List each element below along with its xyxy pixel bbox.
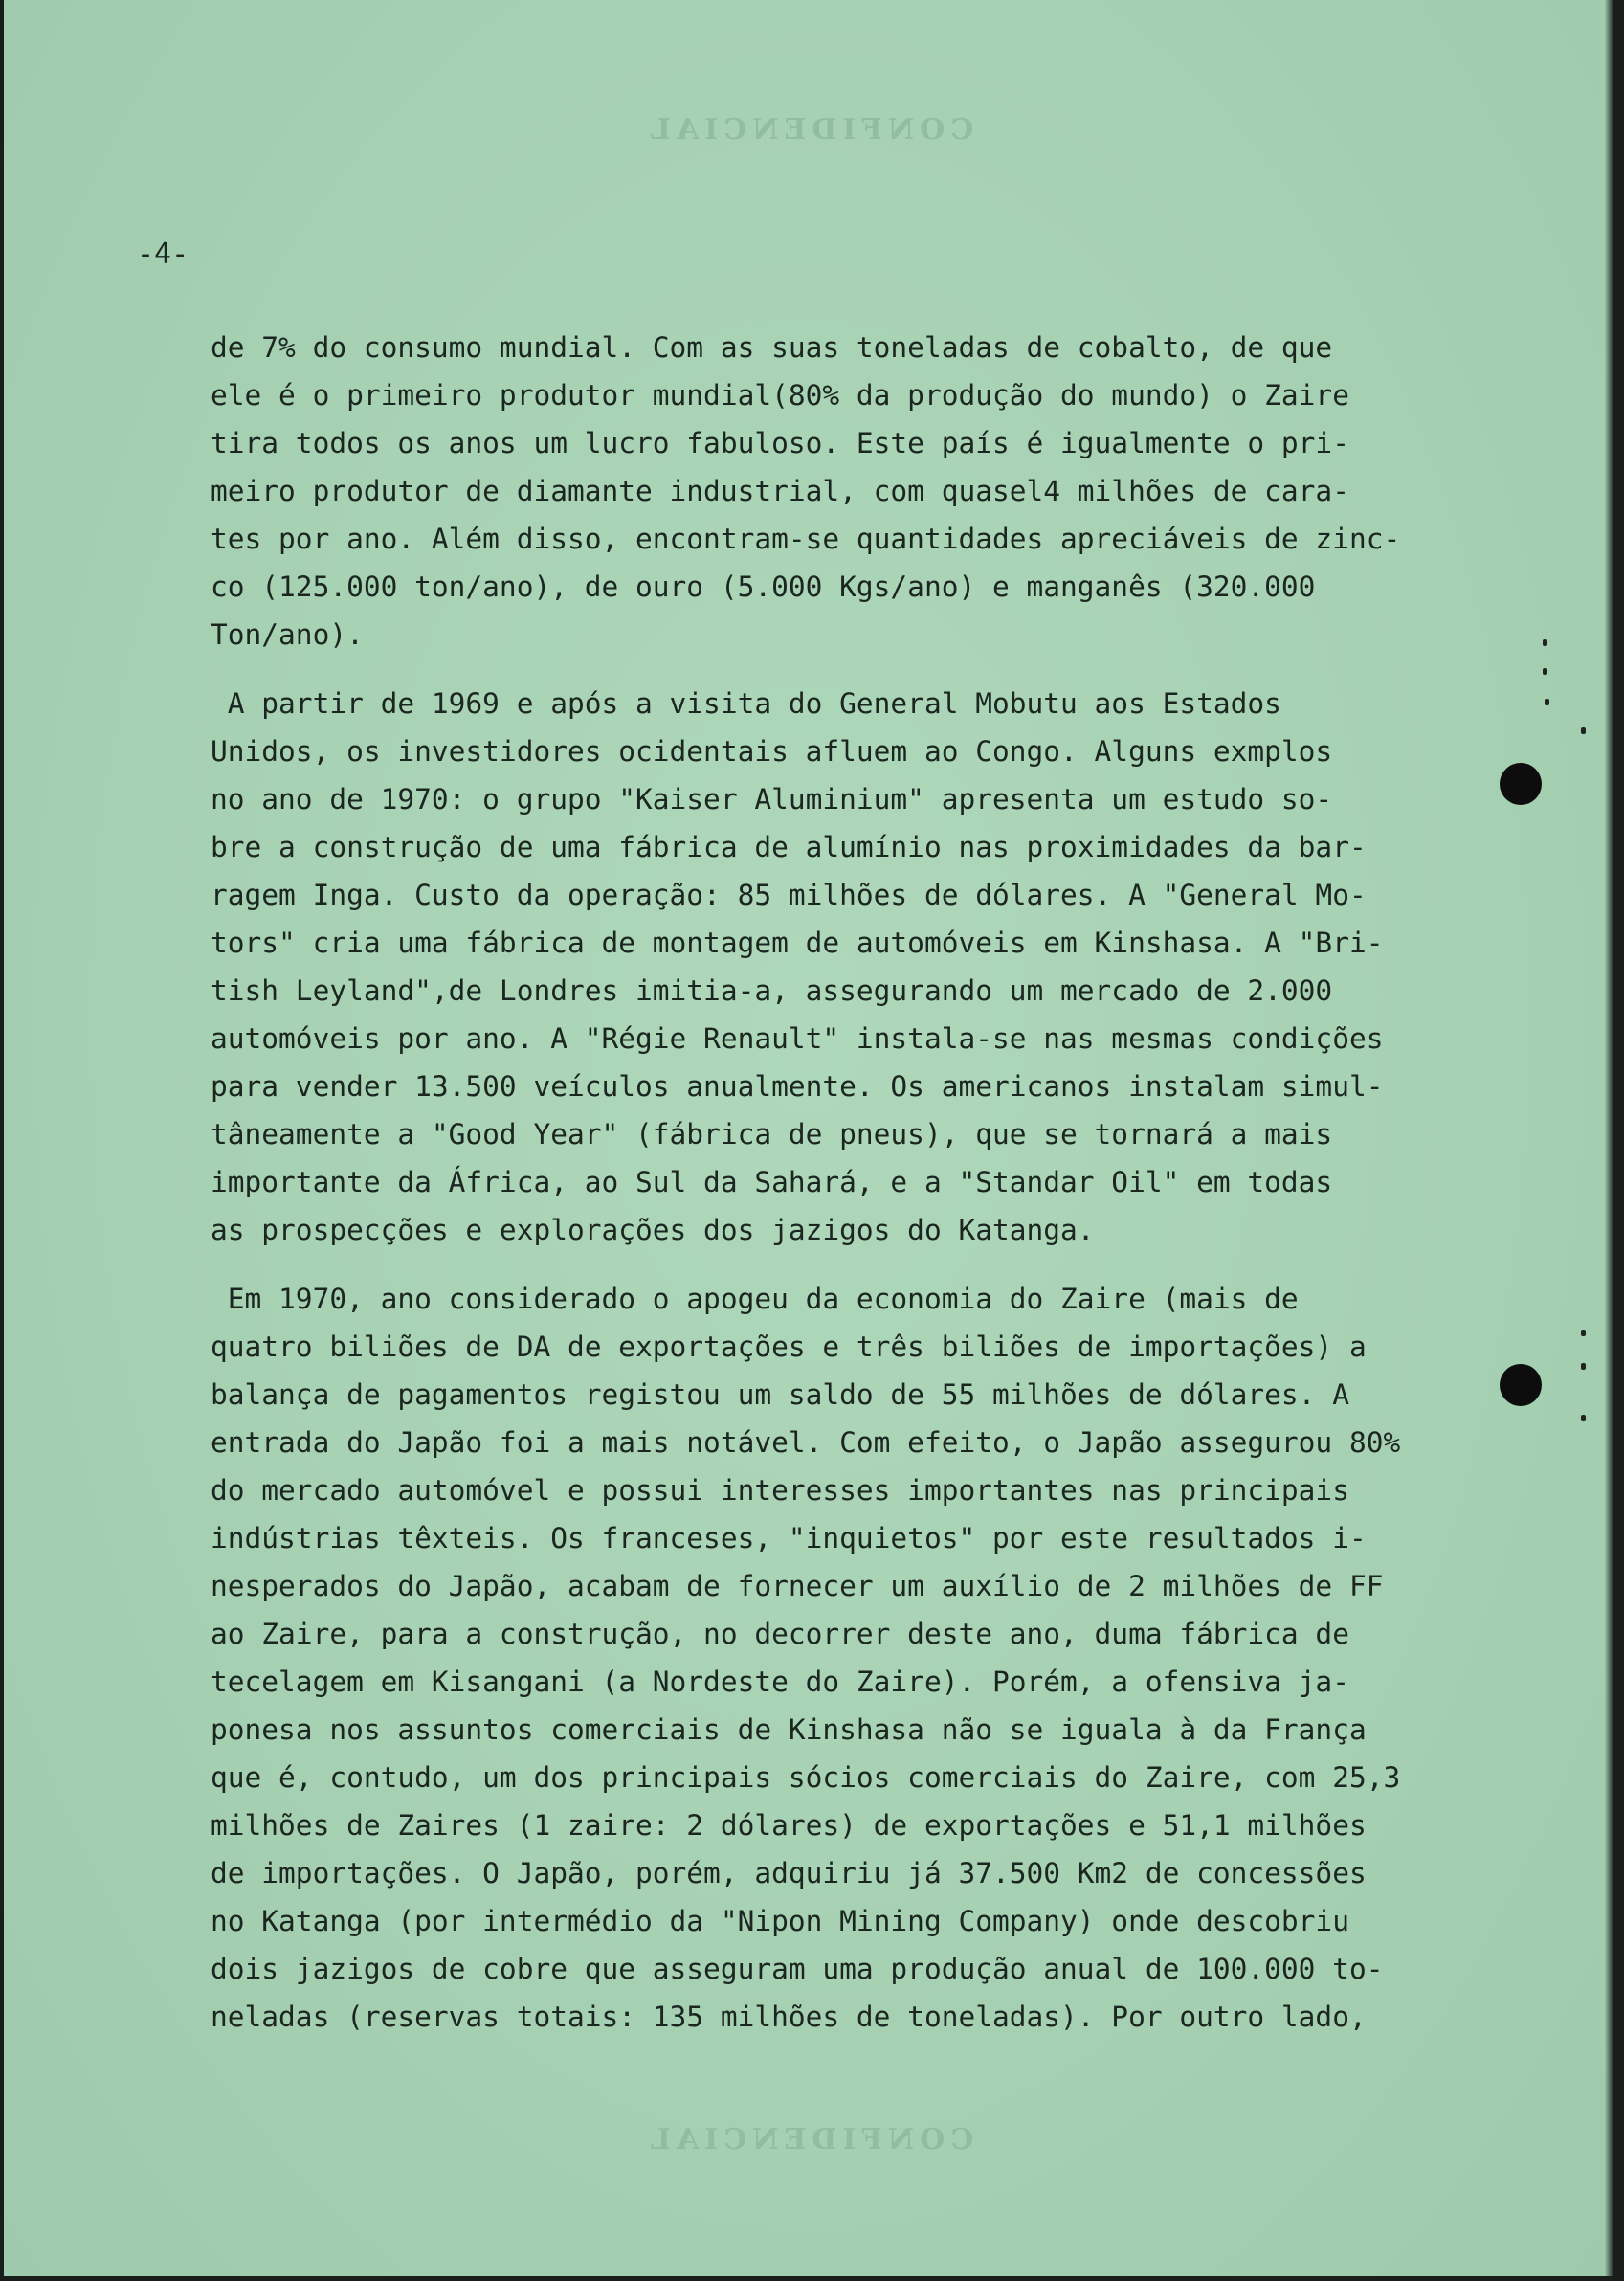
text-line: ragem Inga. Custo da operação: 85 milhões de dólares. A "General Mo-: [211, 879, 1367, 911]
text-line: para vender 13.500 veículos anualmente. Os americanos instalam simul-: [211, 1070, 1384, 1103]
text-line: de importações. O Japão, porém, adquiriu já 37.500 Km2 de concessões: [211, 1857, 1367, 1890]
text-line: indústrias têxteis. Os franceses, "inquietos" por este resultados i-: [211, 1522, 1367, 1554]
page-edge-shadow: [1605, 0, 1614, 2276]
text-line: importante da África, ao Sul da Sahará, e a "Standar Oil" em todas: [211, 1166, 1333, 1198]
text-line: Unidos, os investidores ocidentais afluem ao Congo. Alguns exmplos: [211, 735, 1333, 768]
text-line: Em 1970, ano considerado o apogeu da economia do Zaire (mais de: [211, 1283, 1299, 1315]
text-line: no Katanga (por intermédio da "Nipon Mining Company) onde descobriu: [211, 1905, 1349, 1937]
text-line: no ano de 1970: o grupo "Kaiser Aluminium" apresenta um estudo so-: [211, 783, 1333, 816]
text-line: nesperados do Japão, acabam de fornecer um auxílio de 2 milhões de FF: [211, 1570, 1384, 1602]
text-line: A partir de 1969 e após a visita do General Mobutu aos Estados: [211, 687, 1281, 720]
bleed-through-stamp-top: CONFIDENCIAL: [644, 113, 974, 146]
ink-speck: [1581, 727, 1586, 734]
ink-speck: [1581, 1330, 1586, 1336]
page-number: -4-: [137, 237, 189, 271]
ink-speck: [1581, 1415, 1586, 1421]
text-line: tors" cria uma fábrica de montagem de automóveis em Kinshasa. A "Bri-: [211, 927, 1384, 959]
text-line: balança de pagamentos registou um saldo de 55 milhões de dólares. A: [211, 1378, 1349, 1411]
text-line: as prospecções e explorações dos jazigos do Katanga.: [211, 1214, 1095, 1246]
text-line: do mercado automóvel e possui interesses importantes nas principais: [211, 1474, 1349, 1507]
paragraph-3: [211, 1275, 1455, 2041]
text-line: que é, contudo, um dos principais sócios comerciais do Zaire, com 25,3: [211, 1761, 1401, 1794]
text-line: Ton/ano).: [211, 618, 364, 651]
text-line: quatro biliões de DA de exportações e três biliões de importações) a: [211, 1331, 1367, 1363]
text-line: de 7% do consumo mundial. Com as suas toneladas de cobalto, de que: [211, 331, 1333, 364]
text-line: ao Zaire, para a construção, no decorrer deste ano, duma fábrica de: [211, 1618, 1349, 1650]
text-line: ele é o primeiro produtor mundial(80% da produção do mundo) o Zaire: [211, 379, 1349, 412]
ink-speck: [1581, 1363, 1586, 1370]
text-line: milhões de Zaires (1 zaire: 2 dólares) de exportações e 51,1 milhões: [211, 1809, 1367, 1842]
text-line: ponesa nos assuntos comerciais de Kinshasa não se iguala à da França: [211, 1713, 1367, 1746]
ink-speck: [1543, 639, 1547, 646]
text-line: meiro produtor de diamante industrial, com quasel4 milhões de cara-: [211, 475, 1349, 507]
paragraph-2: [211, 680, 1455, 1254]
text-line: tish Leyland",de Londres imitia-a, assegurando um mercado de 2.000: [211, 974, 1333, 1007]
document-body: [211, 324, 1455, 2062]
text-line: dois jazigos de cobre que asseguram uma produção anual de 100.000 to-: [211, 1953, 1384, 1985]
punch-hole: [1500, 763, 1542, 805]
ink-speck: [1543, 668, 1547, 675]
text-line: bre a construção de uma fábrica de alumínio nas proximidades da bar-: [211, 831, 1367, 863]
text-line: tecelagem em Kisangani (a Nordeste do Zaire). Porém, a ofensiva ja-: [211, 1666, 1349, 1698]
text-line: tira todos os anos um lucro fabuloso. Este país é igualmente o pri-: [211, 427, 1349, 459]
paragraph-1: [211, 324, 1455, 659]
text-line: tes por ano. Além disso, encontram-se quantidades apreciáveis de zinc-: [211, 523, 1401, 555]
text-line: automóveis por ano. A "Régie Renault" instala-se nas mesmas condições: [211, 1022, 1384, 1055]
text-line: co (125.000 ton/ano), de ouro (5.000 Kgs/ano) e manganês (320.000: [211, 570, 1316, 603]
ink-speck: [1545, 699, 1549, 705]
bleed-through-stamp-bottom: CONFIDENCIAL: [644, 2123, 974, 2157]
text-line: neladas (reservas totais: 135 milhões de toneladas). Por outro lado,: [211, 2001, 1367, 2033]
punch-hole: [1500, 1364, 1542, 1406]
text-line: tâneamente a "Good Year" (fábrica de pneus), que se tornará a mais: [211, 1118, 1333, 1151]
document-page: [4, 0, 1614, 2276]
text-line: entrada do Japão foi a mais notável. Com efeito, o Japão assegurou 80%: [211, 1426, 1401, 1459]
